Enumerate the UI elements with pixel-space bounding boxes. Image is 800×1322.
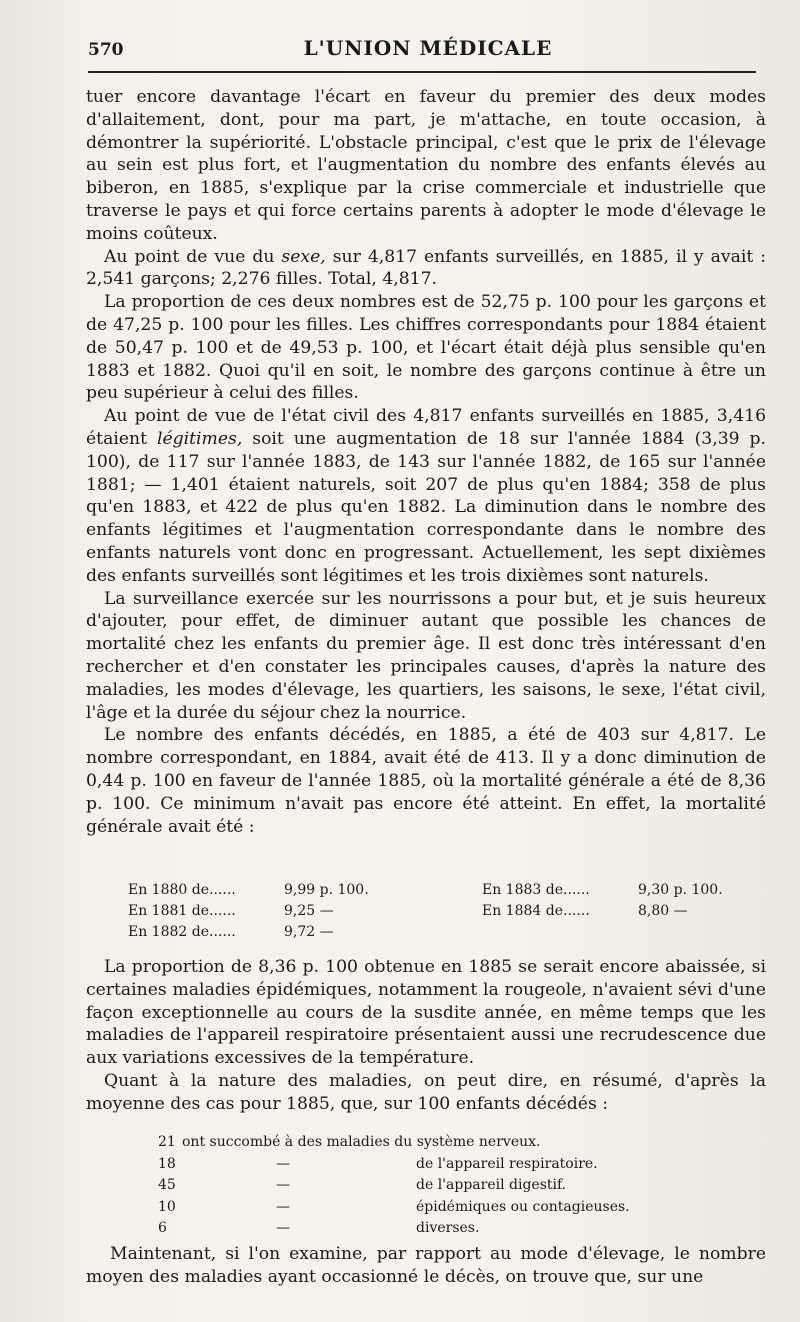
cause-row: 6 — diverses. — [158, 1220, 480, 1236]
cause-row: 10 — épidémiques ou contagieuses. — [158, 1198, 630, 1215]
paragraph-deces: Le nombre des enfants décédés, en 1885, a été de 403 sur 4,817. Le nombre correspondant, en 1884, avait été de 413. Il y a donc diminution de 0,44 p. 100 en faveur de l'année 1885, où la mortalité générale a été de 8,36 p. 100. Ce minimum n'avait pas encore été atteint. En effet, la mortalité générale avait été : — [86, 725, 766, 837]
running-title: L'UNION MÉDICALE — [303, 36, 553, 60]
header-rule — [88, 71, 756, 73]
cause-row: 45 — de l'appareil digestif. — [158, 1177, 567, 1193]
paragraph-surveillance: La surveillance exercée sur les nourrissons a pour but, et je suis heureux d'ajouter, pour effet, de diminuer autant que possible les chances de mortalité chez les enfants du premier âge. Il est donc très intéressant d'en rechercher et d'en constater les principales causes, d'après la nature des maladies, les modes d'élevage, les quartiers, les saisons, le sexe, l'état civil, l'âge et la durée du séjour chez la nourrice. — [86, 588, 766, 723]
paragraph-proportion: La proportion de ces deux nombres est de 52,75 p. 100 pour les garçons et de 47,25 p. 100 pour les filles. Les chiffres correspondants pour 1884 étaient de 50,47 p. 100 et de 49,53 p. 100, et l'écart était déjà plus sensible qu'en 1883 et 1882. Quoi qu'il en soit, le nombre des garçons continue à être un peu supérieur à celui des filles. — [86, 292, 766, 404]
italic-legitimes: légitimes, — [156, 428, 243, 449]
rate-row: En 1881 de...... 9,25 — — [128, 903, 334, 919]
page-header — [88, 28, 768, 72]
rate-row: En 1880 de...... 9,99 p. 100. — [128, 882, 369, 898]
paragraph-etat-civil: Au point de vue de l'état civil des 4,817 enfants surveillés en 1885, 3,416 étaient légitimes, soit une augmentation de 18 sur l'année 1884 (3,39 p. 100), de 117 sur l'année 1883, de 143 sur l'année 1882, de 165 sur l'année 1881; — 1,401 étaient naturels, soit 207 de plus qu'en 1884; 358 de plus qu'en 1883, et 422 de plus qu'en 1882. La diminution dans le nombre des enfants légitimes et l'augmentation correspondante dans le nombre des enfants naturels vont donc en progressant. Actuellement, les sept dixièmes des enfants surveillés sont légitimes et les trois dixièmes sont naturels. — [86, 406, 766, 586]
paragraph-nature-maladies: Quant à la nature des maladies, on peut dire, en résumé, d'après la moyenne des cas pour 1885, que, sur 100 enfants décédés : — [86, 1070, 766, 1114]
body-text-middle — [86, 956, 766, 1116]
cause-row: 21 ont succombé à des maladies du système nerveux. — [158, 1134, 541, 1150]
cause-row: 18 — de l'appareil respiratoire. — [158, 1155, 598, 1172]
rate-row: En 1882 de...... 9,72 — — [128, 924, 334, 940]
body-text-top — [86, 86, 766, 838]
page-number: 570 — [88, 40, 124, 60]
rate-row: En 1883 de...... 9,30 p. 100. — [482, 882, 723, 898]
italic-sexe: sexe, — [281, 246, 326, 267]
paragraph-epidemies: La proportion de 8,36 p. 100 obtenue en 1885 se serait encore abaissée, si certaines maladies épidémiques, notamment la rougeole, n'avaient sévi d'une façon exceptionnelle au cours de la susdite année, en même temps que les maladies de l'appareil respiratoire présentaient aussi une recrudescence due aux variations excessives de la température. — [86, 957, 766, 1069]
paragraph-sex: Au point de vue du sexe, sur 4,817 enfants surveillés, en 1885, il y avait : 2,541 garçons; 2,276 filles. Total, 4,817. — [86, 246, 766, 290]
paragraph-mode-elevage: Maintenant, si l'on examine, par rapport au mode d'élevage, le nombre moyen des maladies ayant occasionné le décès, on trouve que, sur une — [86, 1244, 766, 1287]
paragraph-continuation: tuer encore davantage l'écart en faveur du premier des deux modes d'allaitement, dont, pour ma part, je m'attache, en toute occasion, à démontrer la supériorité. L'obstacle principal, c'est que le prix de l'élevage au sein est plus fort, et l'augmentation du nombre des enfants élevés au biberon, en 1885, s'explique par la crise commerciale et industrielle que traverse le pays et qui force certains parents à adopter le mode d'élevage le moins coûteux. — [86, 87, 766, 244]
rate-row: En 1884 de...... 8,80 — — [482, 903, 688, 919]
causes-list — [158, 1132, 678, 1240]
body-text-final — [86, 1243, 766, 1289]
